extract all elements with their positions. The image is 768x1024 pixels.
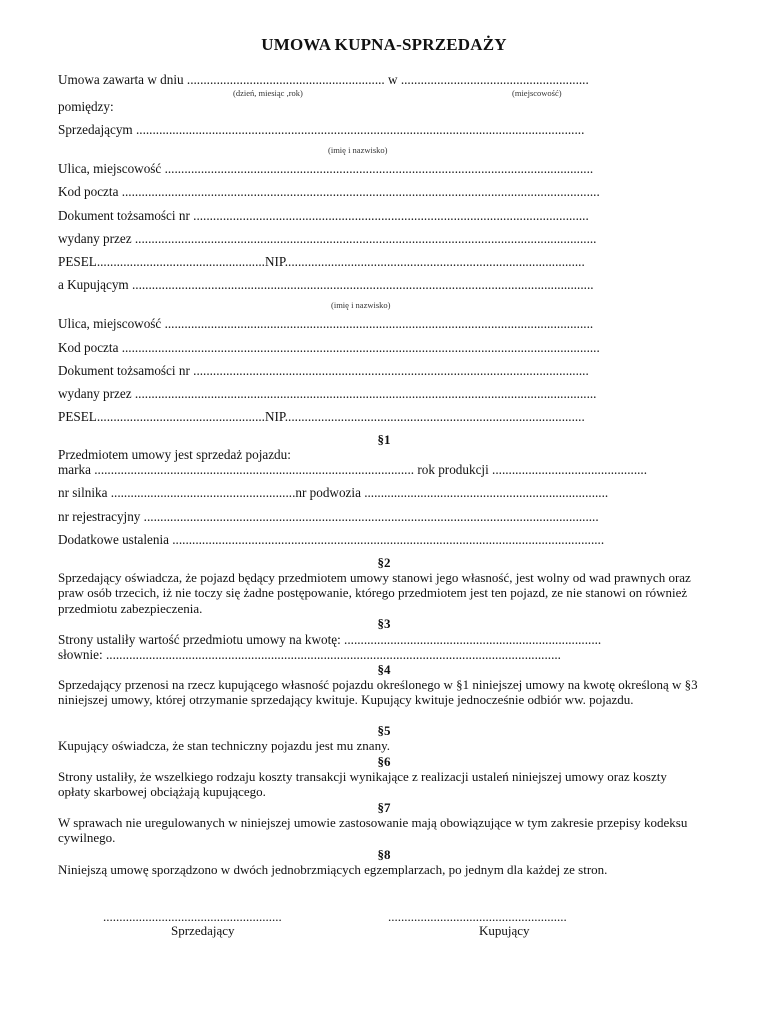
vehicle-engine-chassis-line: nr silnika ........................................................nr podwozia .......................................................................... (58, 485, 609, 500)
buyer-name-line: a Kupującym ............................................................................................................................................ (58, 277, 594, 292)
section-3-mark: §3 (377, 616, 391, 631)
section-8-mark: §8 (377, 847, 391, 862)
section-2-mark: §2 (377, 555, 391, 570)
between-label: pomiędzy: (58, 99, 114, 114)
section-7-mark: §7 (377, 800, 391, 815)
buyer-postal-line: Kod poczta ................................................................................................................................................. (58, 340, 600, 355)
date-place-line: Umowa zawarta w dniu ............................................................ w ......................................................... (58, 72, 589, 87)
section-6-mark: §6 (377, 754, 391, 769)
section-1-mark: §1 (377, 432, 391, 447)
buyer-pesel-nip-line: PESEL...................................................NIP........................................................................................... (58, 409, 585, 424)
vehicle-intro: Przedmiotem umowy jest sprzedaż pojazdu: (58, 447, 291, 462)
section-6-text: Strony ustaliły, że wszelkiego rodzaju koszty transakcji wynikające z realizacji ustaleń niniejszej umowy oraz koszty opłaty skarbowej obciążają kupującego. (58, 769, 667, 800)
seller-issued-line: wydany przez ............................................................................................................................................ (58, 231, 597, 246)
price-amount-line: Strony ustaliły wartość przedmiotu umowy na kwotę: .............................................................................. (58, 632, 602, 647)
date-hint: (dzień, miesiąc ,rok) (233, 88, 303, 98)
seller-signature-line: ....................................................... (103, 909, 282, 924)
buyer-id-line: Dokument tożsamości nr ........................................................................................................................ (58, 363, 589, 378)
buyer-signature-label: Kupujący (479, 923, 530, 938)
buyer-street-line: Ulica, miejscowość .................................................................................................................................. (58, 316, 594, 331)
section-8-text: Niniejszą umowę sporządzono w dwóch jednobrzmiących egzemplarzach, po jednym dla każdej ze stron. (58, 862, 608, 877)
vehicle-registration-line: nr rejestracyjny .......................................................................................................................................... (58, 509, 599, 524)
section-5-text: Kupujący oświadcza, że stan techniczny pojazdu jest mu znany. (58, 738, 390, 753)
section-4-mark: §4 (377, 662, 391, 677)
price-words-line: słownie: .......................................................................................................................................... (58, 647, 561, 662)
place-hint: (miejscowość) (512, 88, 562, 98)
section-2-text: Sprzedający oświadcza, że pojazd będący przedmiotem umowy stanowi jego własność, jest wolny od wad prawnych oraz praw osób trzecich, iż nie toczy się żadne postępowanie, którego przedmiotem jest ten pojazd, ze nie stanowi on również przedmiotu zabezpieczenia. (58, 570, 691, 616)
seller-street-line: Ulica, miejscowość .................................................................................................................................. (58, 161, 594, 176)
seller-name-hint: (imię i nazwisko) (328, 145, 388, 155)
section-4-text: Sprzedający przenosi na rzecz kupującego własność pojazdu określonego w §1 niniejszej umowy na kwotę określoną w §3 niniejszej umowy, której otrzymanie sprzedający kwituje. Kupujący kwituje jednocześnie odbiór ww. pojazdu. (58, 677, 698, 708)
buyer-issued-line: wydany przez ............................................................................................................................................ (58, 386, 597, 401)
document-title: UMOWA KUPNA-SPRZEDAŻY (261, 35, 507, 54)
seller-signature-label: Sprzedający (171, 923, 235, 938)
buyer-name-hint: (imię i nazwisko) (331, 300, 391, 310)
vehicle-make-year-line: marka ................................................................................................. rok produkcji ............................................... (58, 462, 648, 477)
seller-pesel-nip-line: PESEL...................................................NIP........................................................................................... (58, 254, 585, 269)
seller-postal-line: Kod poczta ................................................................................................................................................. (58, 184, 600, 199)
seller-id-line: Dokument tożsamości nr ........................................................................................................................ (58, 208, 589, 223)
additional-terms-line: Dodatkowe ustalenia ................................................................................................................................... (58, 532, 605, 547)
seller-name-line: Sprzedającym ........................................................................................................................................ (58, 122, 585, 137)
section-7-text: W sprawach nie uregulowanych w niniejszej umowie zastosowanie mają obowiązujące w tym zakresie przepisy kodeksu cywilnego. (58, 815, 688, 846)
section-5-mark: §5 (377, 723, 391, 738)
buyer-signature-line: ....................................................... (388, 909, 567, 924)
